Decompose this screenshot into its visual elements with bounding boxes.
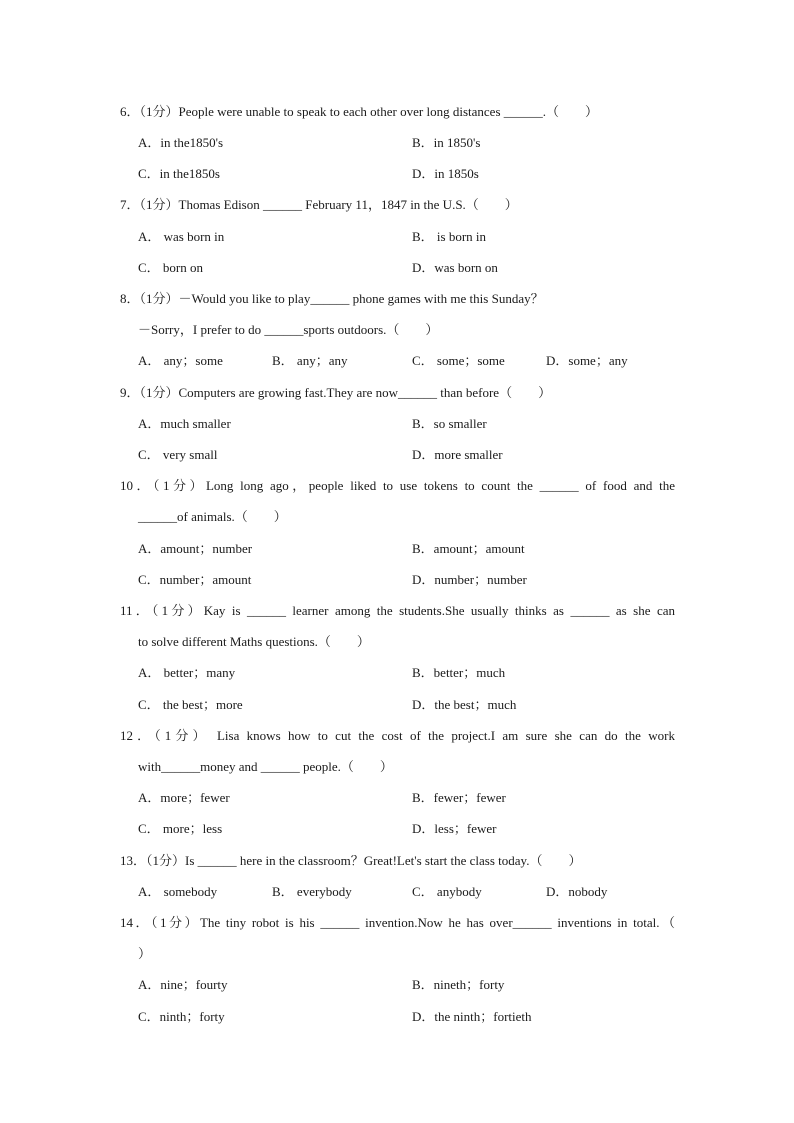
option-c[interactable]: C． anybody <box>412 884 482 899</box>
question-10-options-row1 <box>138 541 678 557</box>
question-7-options-row1 <box>138 229 678 245</box>
option-c[interactable]: C． more；less <box>138 821 223 836</box>
option-c[interactable]: C． born on <box>138 260 204 275</box>
question-11-stem: 11．（1分）Kay is ______ learner among the students.She usually thinks as ______ as she can <box>120 603 675 618</box>
option-d[interactable]: D．nobody <box>546 884 608 899</box>
question-14-options-row2 <box>138 1009 678 1025</box>
question-8-stem-line2: －Sorry，I prefer to do ______sports outdoors.（ ） <box>138 322 439 337</box>
option-d[interactable]: D．the best；much <box>412 697 517 712</box>
option-d[interactable]: D．the ninth；fortieth <box>412 1009 532 1024</box>
option-a[interactable]: A．much smaller <box>138 416 231 431</box>
option-c[interactable]: C． the best；more <box>138 697 243 712</box>
question-12-stem-line2: with______money and ______ people.（ ） <box>138 759 393 774</box>
question-6-options-row2 <box>138 166 678 182</box>
question-10-options-row2 <box>138 572 678 588</box>
question-6-options-row1 <box>138 135 678 151</box>
option-c[interactable]: C． some；some <box>412 353 505 368</box>
question-8-options <box>138 353 678 369</box>
question-12-options-row2 <box>138 821 678 837</box>
option-a[interactable]: A． better；many <box>138 665 236 680</box>
question-10-stem-line2: ______of animals.（ ） <box>138 509 287 524</box>
option-a[interactable]: A．nine；fourty <box>138 977 228 992</box>
option-a[interactable]: A．in the1850's <box>138 135 224 150</box>
question-14-stem: 14．（1分）The tiny robot is his ______ invention.Now he has over______ inventions in total.（ <box>120 915 675 930</box>
question-8-stem: 8．（1分）－Would you like to play______ phone games with me this Sunday？ <box>120 291 544 306</box>
option-a[interactable]: A．more；fewer <box>138 790 230 805</box>
option-d[interactable]: D．more smaller <box>412 447 503 462</box>
question-12-stem: 12．（1分） Lisa knows how to cut the cost of the project.I am sure she can do the work <box>120 728 675 743</box>
option-b[interactable]: B．fewer；fewer <box>412 790 506 805</box>
question-14-stem-line2: ） <box>138 946 152 961</box>
option-b[interactable]: B．in 1850's <box>412 135 481 150</box>
option-b[interactable]: B． everybody <box>272 884 352 899</box>
option-a[interactable]: A． was born in <box>138 229 225 244</box>
option-b[interactable]: B．so smaller <box>412 416 487 431</box>
question-9-options-row2 <box>138 447 678 463</box>
option-b[interactable]: B．amount；amount <box>412 541 525 556</box>
question-11-options-row1 <box>138 665 678 681</box>
option-a[interactable]: A． any；some <box>138 353 223 368</box>
question-11-options-row2 <box>138 697 678 713</box>
option-d[interactable]: D．less；fewer <box>412 821 497 836</box>
option-c[interactable]: C．number；amount <box>138 572 252 587</box>
question-9-stem: 9．（1分）Computers are growing fast.They are now______ than before（ ） <box>120 385 552 400</box>
question-13-stem: 13．（1分）Is ______ here in the classroom？Great!Let's start the class today.（ ） <box>120 853 582 868</box>
option-a[interactable]: A．amount；number <box>138 541 253 556</box>
option-c[interactable]: C．in the1850s <box>138 166 220 181</box>
option-c[interactable]: C． very small <box>138 447 218 462</box>
option-d[interactable]: D．some；any <box>546 353 628 368</box>
option-b[interactable]: B．nineth；forty <box>412 977 505 992</box>
option-d[interactable]: D．number；number <box>412 572 527 587</box>
option-b[interactable]: B． is born in <box>412 229 487 244</box>
question-10-stem: 10．（1分）Long long ago，people liked to use tokens to count the ______ of food and the <box>120 478 675 493</box>
question-14-options-row1 <box>138 977 678 993</box>
question-11-stem-line2: to solve different Maths questions.（ ） <box>138 634 370 649</box>
option-b[interactable]: B．better；much <box>412 665 506 680</box>
option-c[interactable]: C．ninth；forty <box>138 1009 225 1024</box>
option-a[interactable]: A． somebody <box>138 884 218 899</box>
option-d[interactable]: D．in 1850s <box>412 166 479 181</box>
question-13-options <box>138 884 678 900</box>
question-7-options-row2 <box>138 260 678 276</box>
question-12-options-row1 <box>138 790 678 806</box>
question-6-stem: 6．（1分）People were unable to speak to each other over long distances ______.（ ） <box>120 104 598 119</box>
option-d[interactable]: D．was born on <box>412 260 498 275</box>
question-9-options-row1 <box>138 416 678 432</box>
option-b[interactable]: B． any；any <box>272 353 348 368</box>
question-7-stem: 7．（1分）Thomas Edison ______ February 11，1847 in the U.S.（ ） <box>120 197 518 212</box>
